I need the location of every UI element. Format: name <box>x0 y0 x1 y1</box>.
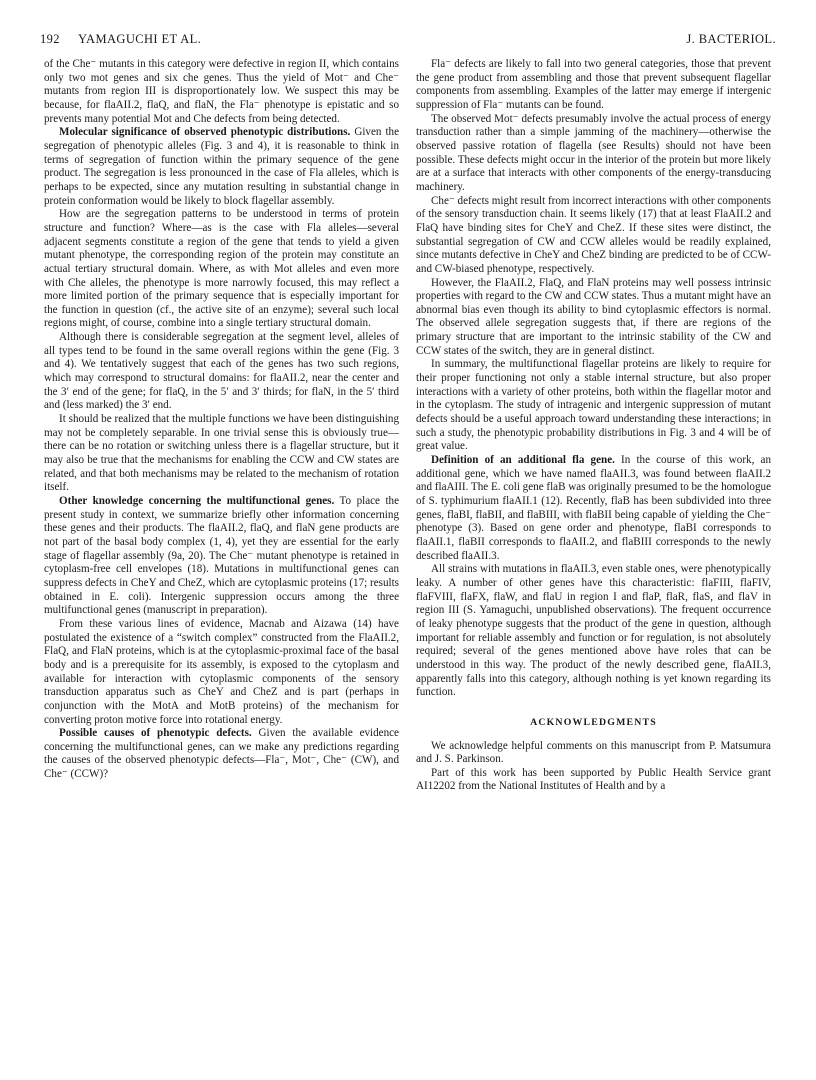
right-column <box>416 58 771 794</box>
page-number: 192 <box>40 32 60 46</box>
left-column <box>44 58 399 782</box>
paragraph: However, the FlaAII.2, FlaQ, and FlaN proteins may well possess intrinsic properties with regard to the CW and CCW states. Thus a mutant might have an abnormal bias even though its ability to bind cytoplasmic effectors is normal. The observed allele segregation suggests that, if there are regions of the primary structure that are important to the intrinsic stability of the CW and CCW states of the switch, they are in general distinct. <box>416 276 771 357</box>
paragraph: Although there is considerable segregation at the segment level, alleles of all types tend to be found in the same overall regions within the gene (Fig. 3 and 4). We tentatively suggest that each of the genes has two such regions, which may correspond to structural domains: for flaAII.2, near the center and the 3′ end of the gene; for flaQ, in the 5′ and 3′ thirds; for flaN, in the 5′ third and (less marked) the 3′ end. <box>44 331 399 412</box>
section-title: Molecular significance of observed phenotypic distributions. <box>59 126 351 139</box>
paragraph: of the Che⁻ mutants in this category were defective in region II, which contains only two mot genes and six che genes. Thus the yield of Mot⁻ and Che⁻ mutants from region III is disproportionately low. We suspect this may be because, for flaAII.2, flaQ, and flaN, the Fla⁻ phenotype is epistatic and so prevents many potential Mot and Che defects from being detected. <box>44 58 399 125</box>
section-text: To place the present study in context, we summarize briefly other information concerning these genes and their products. The flaAII.2, flaQ, and flaN gene products are not part of the basal body complex (1, 4), yet they are essential for the early stage of flagellar assembly (9a, 20). The Che⁻ mutant phenotype is retained in cytoplasm-free cell envelopes (18). Mutations in multifunctional genes can suppress defects in CheY and CheZ, which are cytoplasmic proteins (17; results obtained in E. coli). Intergenic suppression occurs among the three multifunctional genes (manuscript in preparation). <box>44 495 400 617</box>
running-header <box>40 32 776 52</box>
paragraph: It should be realized that the multiple functions we have been distinguishing may not be completely separable. In one trivial sense this is obviously true—there can be no rotation or switching unless there is a flagellar structure, but it may also be true that the mechanisms for enabling the CCW and CW states are related, and that both mechanisms may be related to the mechanism of rotation itself. <box>44 413 399 494</box>
paragraph: Part of this work has been supported by Public Health Service grant AI12202 from the National Institutes of Health and by a <box>416 766 771 793</box>
paragraph: Fla⁻ defects are likely to fall into two general categories, those that prevent the gene product from assembling and those that prevent subsequent flagellar components from assembling. Examples of the latter may emerge if intergenic suppression of Fla⁻ mutants can be found. <box>416 58 771 111</box>
paragraph <box>44 727 399 782</box>
section-title: Other knowledge concerning the multifunctional genes. <box>59 495 335 507</box>
paragraph: All strains with mutations in flaAII.3, even stable ones, were phenotypically leaky. A number of other genes have this characteristic: flaFIII, flaFIV, flaFVIII, flaFX, flaW, and flaU in region I and flaP, flaR, flaS, and flaV in region III (S. Yamaguchi, unpublished observations). The frequent occurrence of leaky phenotype suggests that the product of the gene in question, although important for reliable assembly and function or for regulation, is not absolutely required; several of the genes mentioned above have roles that can be understood in this way. The product of the newly described gene, flaAII.3, apparently falls into this category, although nothing is yet known regarding its function. <box>416 563 771 699</box>
acknowledgments-heading: ACKNOWLEDGMENTS <box>530 716 657 728</box>
section-text: Given the segregation of phenotypic alleles (Fig. 3 and 4), it is reasonable to think in terms of segregation of function within the primary sequence of the gene product. The segregation is less pronounced in the case of Fla alleles, which is perhaps to be expected, since any mutation resulting in substantial change in protein conformation would be likely to block flagellar assembly. <box>44 126 400 207</box>
paragraph <box>44 126 399 208</box>
paragraph: The observed Mot⁻ defects presumably involve the actual process of energy transduction rather than a simple jamming of the machinery—otherwise the observed passive rotation of flagella (see Results) should not have been possible. These defects might occur in the interior of the protein but more likely are at a surface that interacts with other components of the energy-transducing machinery. <box>416 112 771 193</box>
paragraph <box>44 495 399 618</box>
running-authors: YAMAGUCHI ET AL. <box>78 32 202 46</box>
paragraph <box>416 454 771 563</box>
section-text: In the course of this work, an additional gene, which we have named flaAII.3, was found between flaAII.2 and flaAIII. The E. coli gene flaB was originally presumed to be the homologue of S. typhimurium flaAII.1 (12). Recently, flaB has been subdivided into three genes, flaBI, flaBII, and flaBIII, with flaBII being capable of yielding the Che⁻ phenotype (3). Based on gene order and phenotype, flaBI corresponds to flaAII.1, flaBII corresponds to flaAII.2, and flaBIII corresponds to the newly described flaAII.3. <box>416 454 771 562</box>
section-text: Given the available evidence concerning the multifunctional genes, can we make any predictions regarding the causes of the observed phenotypic defects—Fla⁻, Mot⁻, Che⁻ (CW), and Che⁻ (CCW)? <box>44 727 399 781</box>
section-title: Definition of an additional fla gene. <box>431 454 615 467</box>
paragraph: In summary, the multifunctional flagellar proteins are likely to require for their proper functioning not only a stable internal structure, but also proper interactions with a variety of other proteins, both within the flagellar motor and in the cytoplasm. The study of intragenic and intergenic suppression of mutant defects should be a useful approach toward understanding these interactions; in such a study, the phenotypic probability distributions in Fig. 3 and 4 will be of great value. <box>416 358 771 453</box>
journal-abbreviation: J. BACTERIOL. <box>686 32 776 46</box>
paragraph: Che⁻ defects might result from incorrect interactions with other components of the sensory transduction chain. It seems likely (17) that at least FlaAII.2 and FlaQ have binding sites for CheY and CheZ. If these sites were distinct, the substantial segregation of CW and CCW alleles would be readily explained, since mutants defective in CheY and CheZ binding are predicted to be of CCW- and CW-biased phenotype, respectively. <box>416 194 771 275</box>
paragraph: We acknowledge helpful comments on this manuscript from P. Matsumura and J. S. Parkinson. <box>416 739 771 766</box>
paragraph: From these various lines of evidence, Macnab and Aizawa (14) have postulated the existence of a “switch complex” constructed from the FlaAII.2, FlaQ, and FlaN proteins, which is at the cytoplasmic-proximal face of the basal body and is a prerequisite for its assembly, is exposed to the cytoplasm and available for interaction with cytoplasmic components of the sensory transduction apparatus such as CheY and CheZ and is part (perhaps in conjunction with the MotA and MotB proteins) of the mechanism for converting proton motive force into rotational energy. <box>44 617 399 726</box>
paragraph: How are the segregation patterns to be understood in terms of protein structure and function? Where—as is the case with Fla alleles—several adjacent segments constitute a region of the gene that tends to yield a given mutant phenotype, the corresponding region of the protein may constitute an actual tertiary structural domain. Where, as with Mot alleles and even more with Che alleles, the phenotype is more narrowly focused, this may reflect a more limited portion of the primary sequence that is especially important for the function in question (cf., the active site of an enzyme); several such local regions might, of course, combine into a single tertiary structural domain. <box>44 208 399 330</box>
section-title: Possible causes of phenotypic defects. <box>59 727 252 740</box>
